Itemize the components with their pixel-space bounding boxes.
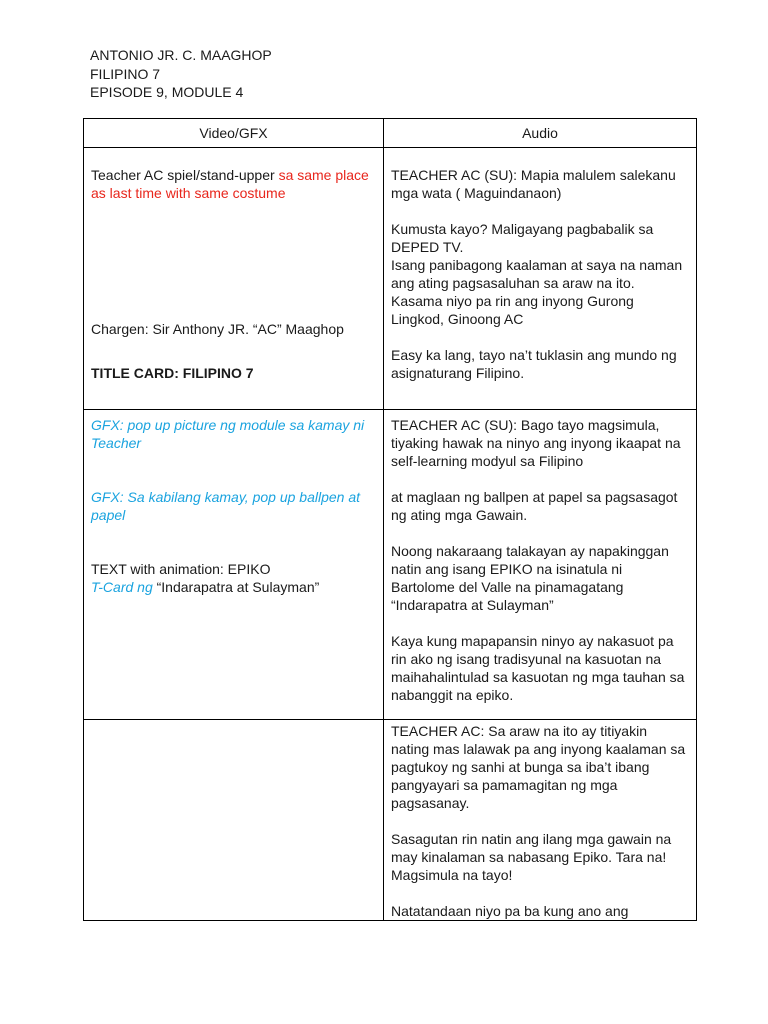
- audio-line: Kasama niyo pa rin ang inyong Gurong Lingkod, Ginoong AC: [391, 293, 634, 327]
- video-tcard-title: “Indarapatra at Sulayman”: [156, 579, 320, 595]
- table-row: [84, 148, 697, 410]
- audio-line: Kumusta kayo? Maligayang pagbabalik sa DEPED TV.: [391, 221, 654, 255]
- column-header-video: Video/GFX: [84, 119, 384, 148]
- audio-line: Easy ka lang, tayo na’t tuklasin ang mundo ng asignaturang Filipino.: [391, 347, 677, 381]
- audio-line: Isang panibagong kaalaman at saya na naman ang ating pagsasaluhan sa araw na ito.: [391, 257, 683, 291]
- video-cell: [84, 148, 384, 410]
- table-header-row: [84, 119, 697, 148]
- audio-line: TEACHER AC (SU): Bago tayo magsimula, tiyaking hawak na ninyo ang inyong ikaapat na self-learning modyul sa Filipino: [391, 417, 681, 469]
- audio-line: Noong nakaraang talakayan ay napakinggan natin ang isang EPIKO na isinatula ni Bartolome del Valle na pinamagatang “Indarapatra at Sulayman”: [391, 543, 669, 613]
- episode-line: EPISODE 9, MODULE 4: [90, 84, 244, 100]
- column-header-audio: Audio: [384, 119, 697, 148]
- audio-line: Natatandaan niyo pa ba kung ano ang: [391, 903, 629, 919]
- audio-line: Sasagutan rin natin ang ilang mga gawain na may kinalaman sa nabasang Epiko. Tara na! Magsimula na tayo!: [391, 831, 672, 883]
- audio-cell: [384, 148, 697, 410]
- video-spiel-note: sa same place as last time with same costume: [91, 167, 369, 201]
- audio-line: Kaya kung mapapansin ninyo ay nakasuot pa rin ako ng isang tradisyunal na kasuotan na maihahalintulad sa kasuotan ng mga tauhan sa nabanggit na epiko.: [391, 633, 685, 703]
- video-chargen: Chargen: Sir Anthony JR. “AC” Maaghop: [91, 321, 344, 337]
- video-text-animation: TEXT with animation: EPIKO: [91, 561, 271, 577]
- audio-cell: [384, 720, 697, 921]
- table-row: [84, 410, 697, 720]
- author-name: ANTONIO JR. C. MAAGHOP: [90, 47, 272, 63]
- script-table: [83, 118, 697, 921]
- video-tcard: [91, 578, 376, 596]
- table-row: [84, 720, 697, 921]
- video-spiel-text: Teacher AC spiel/stand-upper: [91, 167, 279, 183]
- video-title-card: TITLE CARD: FILIPINO 7: [91, 365, 254, 381]
- video-cell: [84, 720, 384, 921]
- video-cell: [84, 410, 384, 720]
- video-spiel: [91, 166, 376, 202]
- video-tcard-label: T-Card ng: [91, 579, 157, 595]
- video-gfx-module: GFX: pop up picture ng module sa kamay ni Teacher: [91, 417, 365, 451]
- audio-line: TEACHER AC: Sa araw na ito ay titiyakin nating mas lalawak pa ang inyong kaalaman sa pagtukoy ng sanhi at bunga sa iba’t ibang pangyayari sa pamamagitan ng mga pagsasanay.: [391, 723, 686, 811]
- video-gfx-ballpen: GFX: Sa kabilang kamay, pop up ballpen at papel: [91, 489, 361, 523]
- audio-cell: [384, 410, 697, 720]
- subject-line: FILIPINO 7: [90, 65, 161, 82]
- audio-line: TEACHER AC (SU): Mapia malulem salekanu mga wata ( Maguindanaon): [391, 167, 676, 201]
- audio-line: at maglaan ng ballpen at papel sa pagsasagot ng ating mga Gawain.: [391, 489, 678, 523]
- document-header: [90, 46, 272, 102]
